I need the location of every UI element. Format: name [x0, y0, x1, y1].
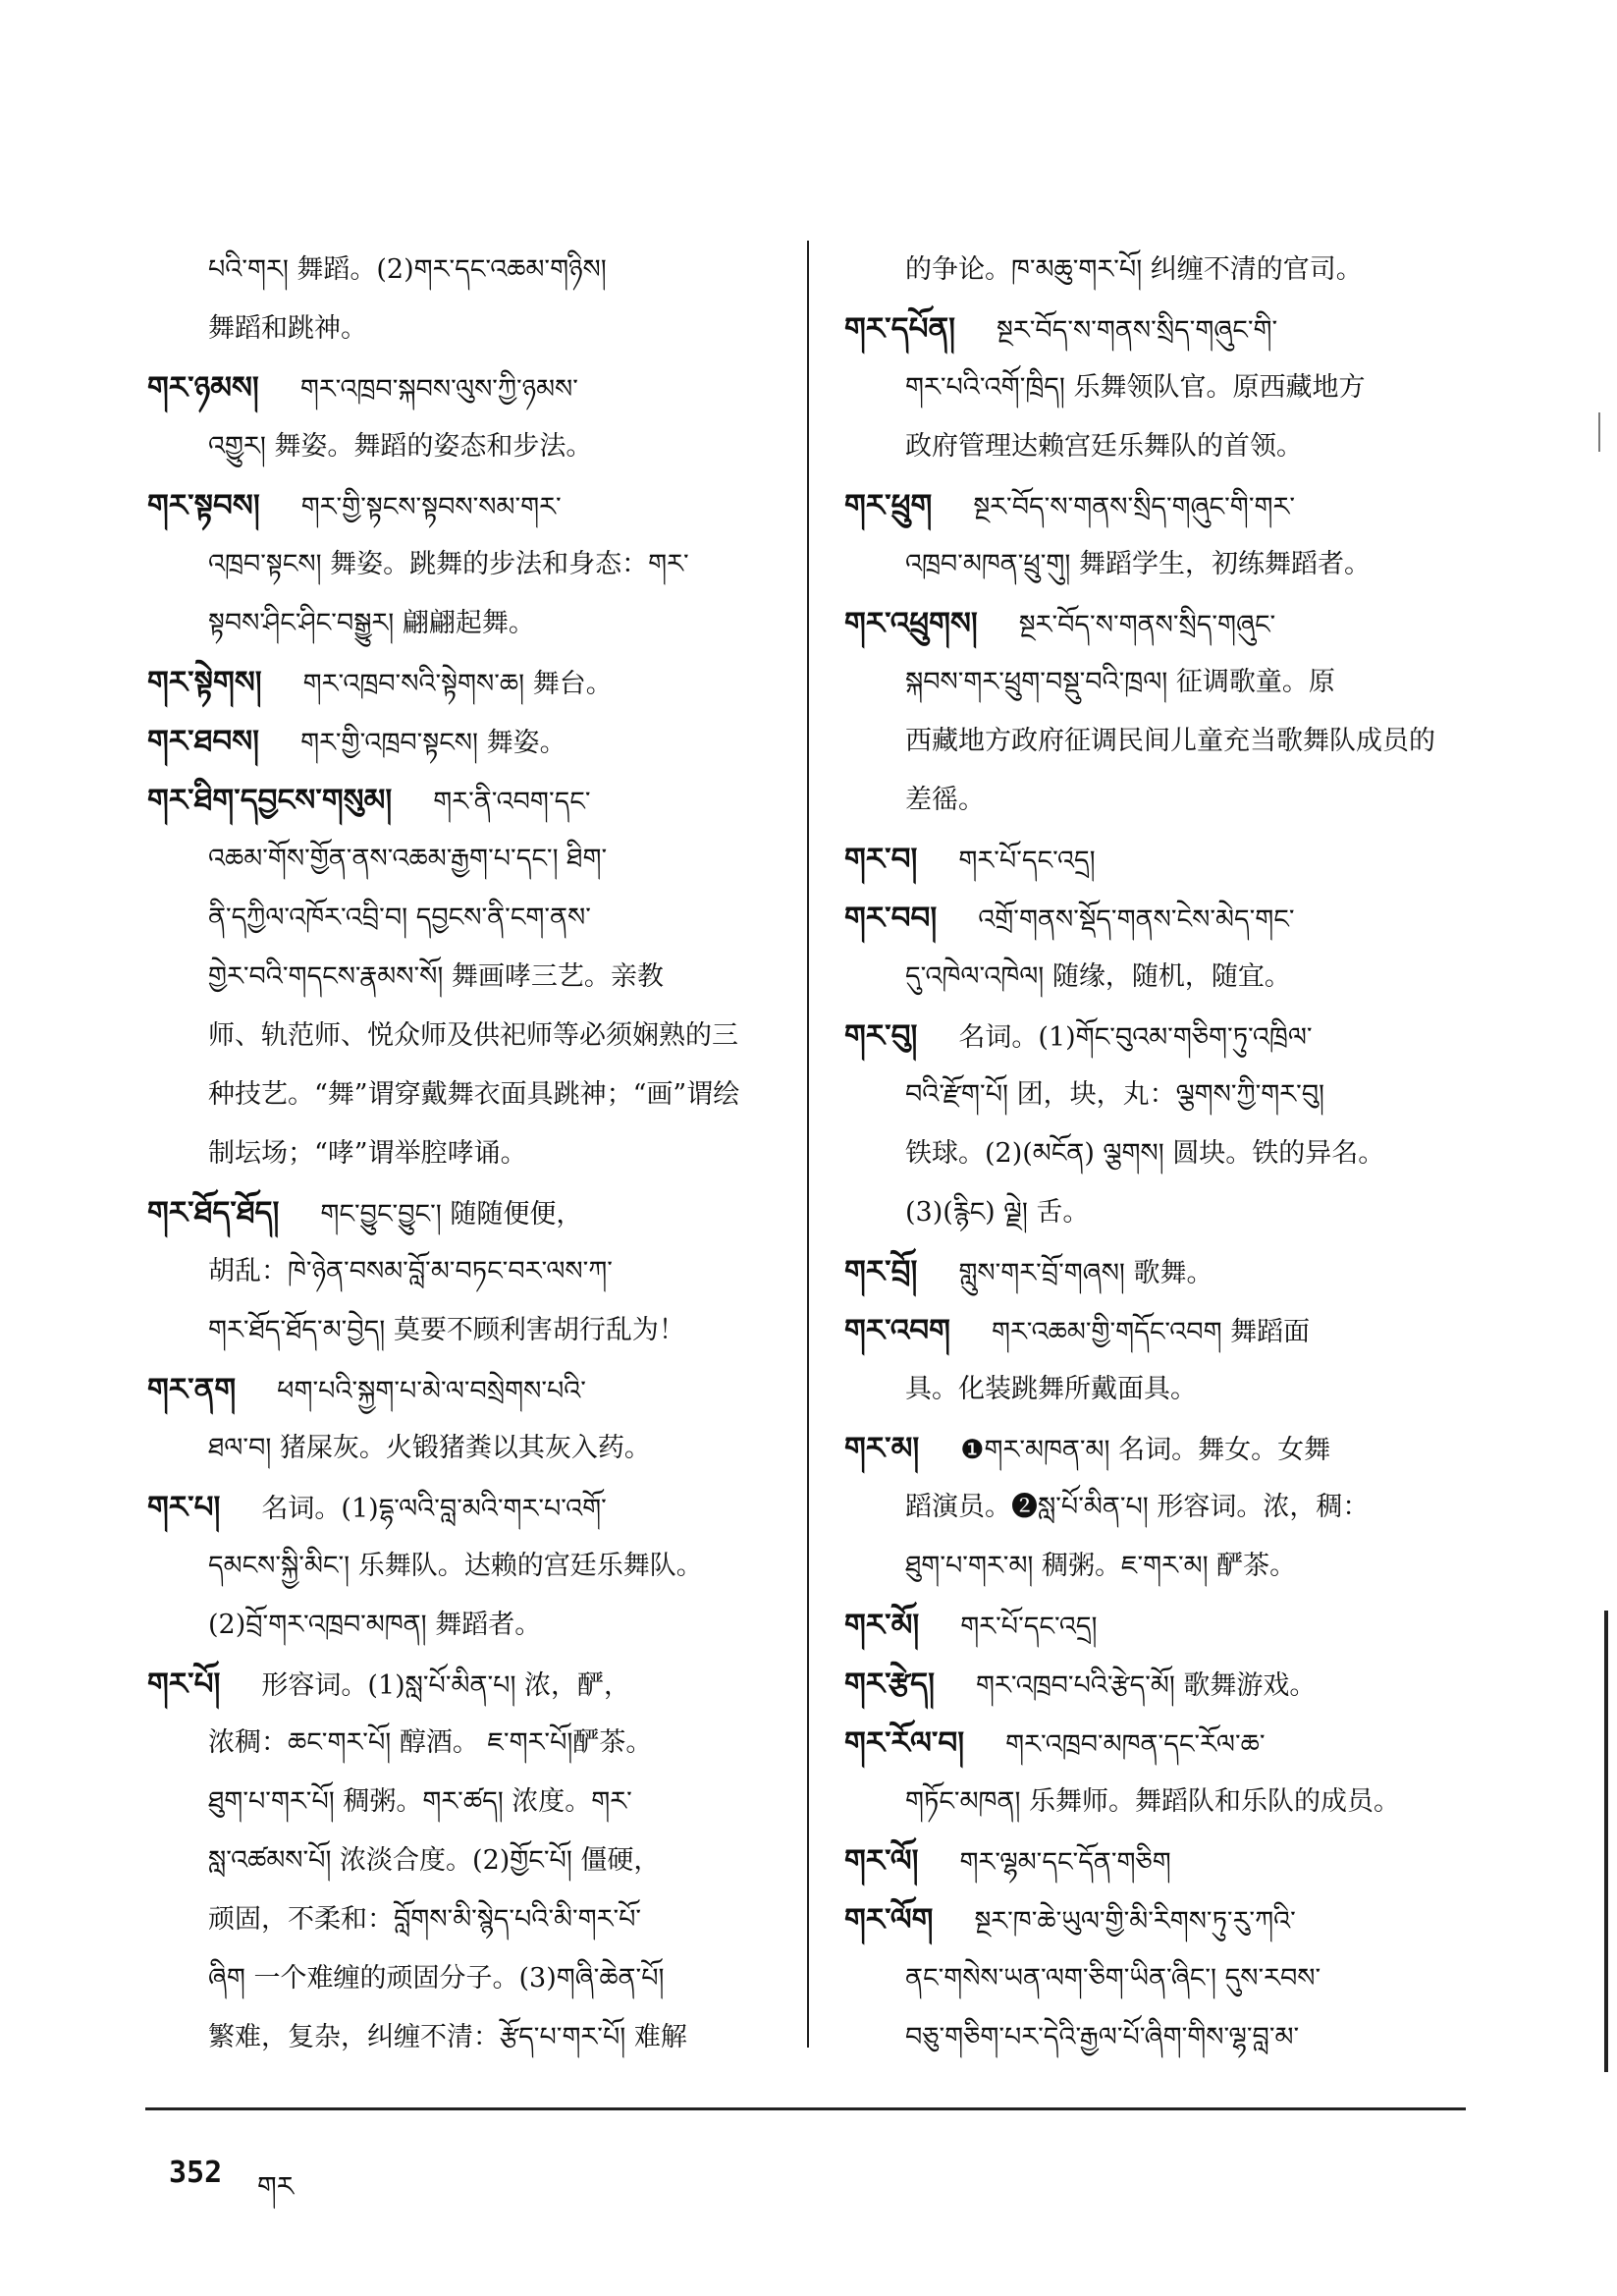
definition-text: ཐུག་པ་གར་པོ། 稠粥。གར་ཚད། 浓度。གར་ — [208, 1786, 632, 1817]
continuation-line — [147, 1066, 785, 1124]
continuation-line — [844, 241, 1473, 300]
entry-line — [844, 1419, 1473, 1478]
headword: གར་རྩེད། — [844, 1667, 936, 1702]
headword: གར་ལོག — [844, 1902, 934, 1938]
definition-text: གར་ཐོད་ཐོད་མ་བྱེད། 莫要不顾利害胡行乱为！ — [208, 1315, 685, 1345]
continuation-line — [844, 771, 1473, 830]
definition-text: ཞིག 一个难缠的顽固分子。(3)གཞི་ཆེན་པོ། — [208, 1963, 665, 1994]
page-edge-mark — [1604, 1611, 1608, 2072]
definition-text: 的争论。ཁ་མཆུ་གར་པོ། 纠缠不清的官司。 — [905, 254, 1363, 285]
definition-text: དུ་འཁེལ་འཁེལ། 随缘，随机，随宜。 — [905, 961, 1291, 992]
entry-line — [147, 712, 785, 771]
headword: གར་བུ། — [844, 1018, 918, 1054]
definition-text: 名词。(1)གོང་བུའམ་གཅིག་ཏུ་འཁྲིལ་ — [958, 1022, 1313, 1053]
definition-text: (3)(རྙིང) ལྗེ། 舌。 — [905, 1197, 1090, 1228]
continuation-line — [147, 1831, 785, 1890]
continuation-line — [844, 712, 1473, 771]
page-number: 352 — [169, 2156, 223, 2190]
headword: གར་དཔོན། — [844, 311, 956, 347]
definition-text: ནང་གསེས་ཡན་ལག་ཅིག་ཡིན་ཞིང་། དུས་རབས་ — [905, 1963, 1321, 1994]
continuation-line — [844, 948, 1473, 1007]
continuation-line — [844, 1183, 1473, 1242]
definition-text: 形容词。(1)སླ་པོ་མིན་པ། 浓，酽， — [261, 1670, 631, 1701]
definition-text: 繁难，复杂，纠缠不清：རྩོད་པ་གར་པོ། 难解 — [208, 2022, 687, 2052]
continuation-line — [147, 300, 785, 358]
continuation-line — [147, 2008, 785, 2067]
definition-text: གར་འཁྲབ་སྐབས་ལུས་ཀྱི་ཉམས་ — [299, 374, 578, 405]
continuation-line — [147, 417, 785, 476]
definition-text: སླ་འཚམས་པོ། 浓淡合度。(2)གྱོང་པོ། 僵硬， — [208, 1845, 661, 1876]
definition-text: གར་པོ་དང་འདྲ། — [958, 846, 1096, 876]
definition-text: གར་འཁྲབ་མཁན་དང་རོལ་ཆ་ — [1005, 1729, 1266, 1760]
right-column — [844, 241, 1473, 2067]
continuation-line — [844, 1066, 1473, 1124]
definition-text: 师、轨范师、悦众师及供祀师等必须娴熟的三 — [208, 1020, 738, 1051]
headword: གར་འབག — [844, 1313, 950, 1348]
continuation-line — [844, 1360, 1473, 1419]
continuation-line — [844, 1949, 1473, 2008]
definition-text: 舞蹈和跳神。 — [208, 313, 367, 344]
headword: གར་རོལ་བ། — [844, 1725, 965, 1761]
page-edge-mark — [1598, 412, 1600, 452]
continuation-line — [147, 1419, 785, 1478]
entry-line — [844, 1007, 1473, 1066]
definition-text: 西藏地方政府征调民间儿童充当歌舞队成员的 — [905, 726, 1435, 756]
definition-text: (2)བྲོ་གར་འཁྲབ་མཁན། 舞蹈者。 — [208, 1610, 542, 1640]
entry-line — [147, 1655, 785, 1714]
continuation-line — [844, 417, 1473, 476]
definition-text: གར་ནི་འབག་དང་ — [433, 787, 591, 817]
continuation-line — [147, 1537, 785, 1596]
definition-text: 制坛场；“哮”谓举腔哮诵。 — [208, 1138, 527, 1169]
definition-text: གར་པོ་དང་འདྲ། — [960, 1612, 1098, 1642]
definition-text: འཁྲབ་སྟངས། 舞姿。跳舞的步法和身态：གར་ — [208, 549, 689, 579]
definition-text: ❶གར་མཁན་མ། 名词。舞女。女舞 — [960, 1435, 1331, 1465]
definition-text: འཁྲབ་མཁན་ཕྲུ་གུ། 舞蹈学生，初练舞蹈者。 — [905, 549, 1371, 579]
definition-text: འགྱུར། 舞姿。舞蹈的姿态和步法。 — [208, 431, 593, 462]
continuation-line — [147, 1596, 785, 1655]
definition-text: 政府管理达赖宫廷乐舞队的首领。 — [905, 431, 1303, 462]
headword: གར་པ། — [147, 1490, 221, 1525]
continuation-line — [844, 1124, 1473, 1183]
entry-line — [147, 771, 785, 830]
definition-text: 浓稠：ཆང་གར་པོ། 醇酒。 ཇ་གར་པོ།酽茶。 — [208, 1727, 653, 1758]
entry-line — [844, 830, 1473, 889]
entry-line — [844, 1596, 1473, 1655]
continuation-line — [147, 1007, 785, 1066]
entry-line — [147, 1360, 785, 1419]
continuation-line — [844, 1478, 1473, 1537]
definition-text: བཅུ་གཅིག་པར་དེའི་རྒྱལ་པོ་ཞིག་གིས་ལྷ་བླ་མ་ — [905, 2022, 1300, 2052]
definition-text: འཆམ་གོས་གྱོན་ནས་འཆམ་རྒྱག་པ་དང་། ཐིག་ — [208, 844, 608, 874]
definition-text: ནི་དཀྱིལ་འཁོར་འབྲི་བ། དབྱངས་ནི་ངག་ནས་ — [208, 902, 591, 933]
definition-text: 胡乱：ཁེ་ཉེན་བསམ་བློ་མ་བཏང་བར་ལས་ཀ་ — [208, 1256, 613, 1286]
running-head: གར — [257, 2170, 295, 2203]
definition-text: གར་འཆམ་གྱི་གདོང་འབག 舞蹈面 — [991, 1317, 1311, 1347]
continuation-line — [147, 1124, 785, 1183]
continuation-line — [844, 1537, 1473, 1596]
headword: གར་ཐོད་ཐོད། — [147, 1195, 280, 1230]
continuation-line — [147, 889, 785, 948]
continuation-line — [147, 1949, 785, 2008]
continuation-line — [844, 653, 1473, 712]
continuation-line — [844, 535, 1473, 594]
continuation-line — [147, 1301, 785, 1360]
column-divider — [807, 241, 809, 2048]
headword: གར་འཕྲུགས། — [844, 606, 978, 641]
entry-line — [844, 476, 1473, 535]
definition-text: པའི་གར། 舞蹈。(2)གར་དང་འཆམ་གཉིས། — [208, 254, 607, 285]
entry-line — [844, 594, 1473, 653]
definition-text: གར་འཁྲབ་སའི་སྟེགས་ཆ། 舞台。 — [302, 669, 613, 699]
definition-text: བའི་རྫོག་པོ། 团，块，丸：ལྕགས་ཀྱི་གར་བུ། — [905, 1079, 1325, 1110]
definition-text: 顽固，不柔和：བློགས་མི་སྙེད་པའི་མི་གར་པོ་ — [208, 1904, 642, 1935]
continuation-line — [147, 1773, 785, 1831]
definition-text: གར་གྱི་འཁྲབ་སྟངས། 舞姿。 — [300, 728, 566, 758]
headword: གར་ལོ། — [844, 1843, 919, 1879]
headword: གར་མོ། — [844, 1608, 920, 1643]
definition-text: 名词。(1)དྷ་ལའི་བླ་མའི་གར་པ་འགོ་ — [261, 1494, 607, 1524]
entry-line — [844, 1655, 1473, 1714]
definition-text: གར་པའི་འགོ་ཁྲིད། 乐舞领队官。原西藏地方 — [905, 372, 1366, 403]
headword: གར་ཉམས། — [147, 370, 259, 406]
definition-text: གར་ལྷམ་དང་དོན་གཅིག — [959, 1847, 1171, 1878]
entry-line — [844, 1890, 1473, 1949]
definition-text: གར་གྱི་སྟངས་སྟབས་སམ་གར་ — [300, 492, 562, 522]
continuation-line — [147, 535, 785, 594]
headword: གར་ཐབས། — [147, 724, 260, 759]
definition-text: སྐབས་གར་ཕྲུག་བསྡུ་བའི་ཁྲལ། 征调歌童。原 — [905, 667, 1335, 697]
definition-text: 蹈演员。❷སླ་པོ་མིན་པ། 形容词。浓，稠： — [905, 1492, 1370, 1522]
headword: གར་སྟབས། — [147, 488, 260, 523]
continuation-line — [147, 1714, 785, 1773]
continuation-line — [844, 358, 1473, 417]
entry-line — [147, 1478, 785, 1537]
definition-text: འགྲོ་གནས་སྡོད་གནས་ངེས་མེད་གང་ — [978, 904, 1295, 935]
headword: གར་བབ། — [844, 901, 938, 936]
headword: གར་ནག — [147, 1372, 237, 1407]
entry-line — [147, 476, 785, 535]
left-column — [147, 241, 785, 2067]
headword: གར་ཐིག་དབྱངས་གསུམ། — [147, 783, 393, 818]
definition-text: གར་འཁྲབ་པའི་རྩེད་མོ། 歌舞游戏。 — [976, 1670, 1317, 1701]
continuation-line — [844, 1773, 1473, 1831]
definition-text: སྟབས་ཤིང་ཤིང་བསྒྱུར། 翩翩起舞。 — [208, 608, 535, 638]
entry-line — [844, 889, 1473, 948]
continuation-line — [147, 594, 785, 653]
definition-text: སྔར་བོད་ས་གནས་སྲིད་གཞུང་ — [1018, 610, 1276, 640]
definition-text: 具。化装跳舞所戴面具。 — [905, 1374, 1197, 1404]
definition-text: ཕག་པའི་སྐྱག་པ་མེ་ལ་བསྲེགས་པའི་ — [277, 1376, 586, 1406]
headword: གར་པོ། — [147, 1667, 221, 1702]
definition-text: 铁球。(2)(མངོན) ལྕགས། 圆块。铁的异名。 — [905, 1138, 1385, 1169]
definition-text: གཏོང་མཁན། 乐舞师。舞蹈队和乐队的成员。 — [905, 1786, 1401, 1817]
definition-text: གླུས་གར་བྲོ་གཞས། 歌舞。 — [958, 1258, 1213, 1288]
headword: གར་བ། — [844, 842, 918, 877]
definition-text: 种技艺。“舞”谓穿戴舞衣面具跳神；“画”谓绘 — [208, 1079, 740, 1110]
entry-line — [844, 1831, 1473, 1890]
entry-line — [844, 1301, 1473, 1360]
continuation-line — [147, 830, 785, 889]
definition-text: དམངས་སྐྱི་མིང་། 乐舞队。达赖的宫廷乐舞队。 — [208, 1551, 703, 1581]
definition-text: སྔར་ཁ་ཆེ་ཡུལ་གྱི་མི་རིགས་ཏུ་རུ་ཀའི་ — [974, 1906, 1296, 1937]
footer-rule — [145, 2107, 1466, 2110]
definition-text: ཐལ་བ། 猪屎灰。火锻猪粪以其灰入药。 — [208, 1433, 651, 1463]
entry-line — [844, 1242, 1473, 1301]
entry-line — [147, 1183, 785, 1242]
definition-text: ཐུག་པ་གར་མ། 稠粥。ཇ་གར་མ། 酽茶。 — [905, 1551, 1297, 1581]
definition-text: གང་བྱུང་བྱུང་། 随随便便， — [320, 1199, 583, 1230]
continuation-line — [147, 1890, 785, 1949]
definition-text: 差徭。 — [905, 785, 985, 815]
continuation-line — [147, 948, 785, 1007]
continuation-line — [147, 1242, 785, 1301]
continuation-line — [147, 241, 785, 300]
headword: གར་བྲོ། — [844, 1254, 918, 1289]
entry-line — [147, 358, 785, 417]
entry-line — [147, 653, 785, 712]
definition-text: སྔར་བོད་ས་གནས་སྲིད་གཞུང་གི་ — [997, 315, 1278, 346]
definition-text: གྱེར་བའི་གདངས་རྣམས་སོ། 舞画哮三艺。亲教 — [208, 961, 664, 992]
continuation-line — [844, 2008, 1473, 2067]
headword: གར་ཕྲུག — [844, 488, 933, 523]
entry-line — [844, 1714, 1473, 1773]
headword: གར་སྟེགས། — [147, 665, 262, 700]
headword: གར་མ། — [844, 1431, 920, 1466]
definition-text: སྔར་བོད་ས་གནས་སྲིད་གཞུང་གི་གར་ — [973, 492, 1295, 522]
entry-line — [844, 300, 1473, 358]
